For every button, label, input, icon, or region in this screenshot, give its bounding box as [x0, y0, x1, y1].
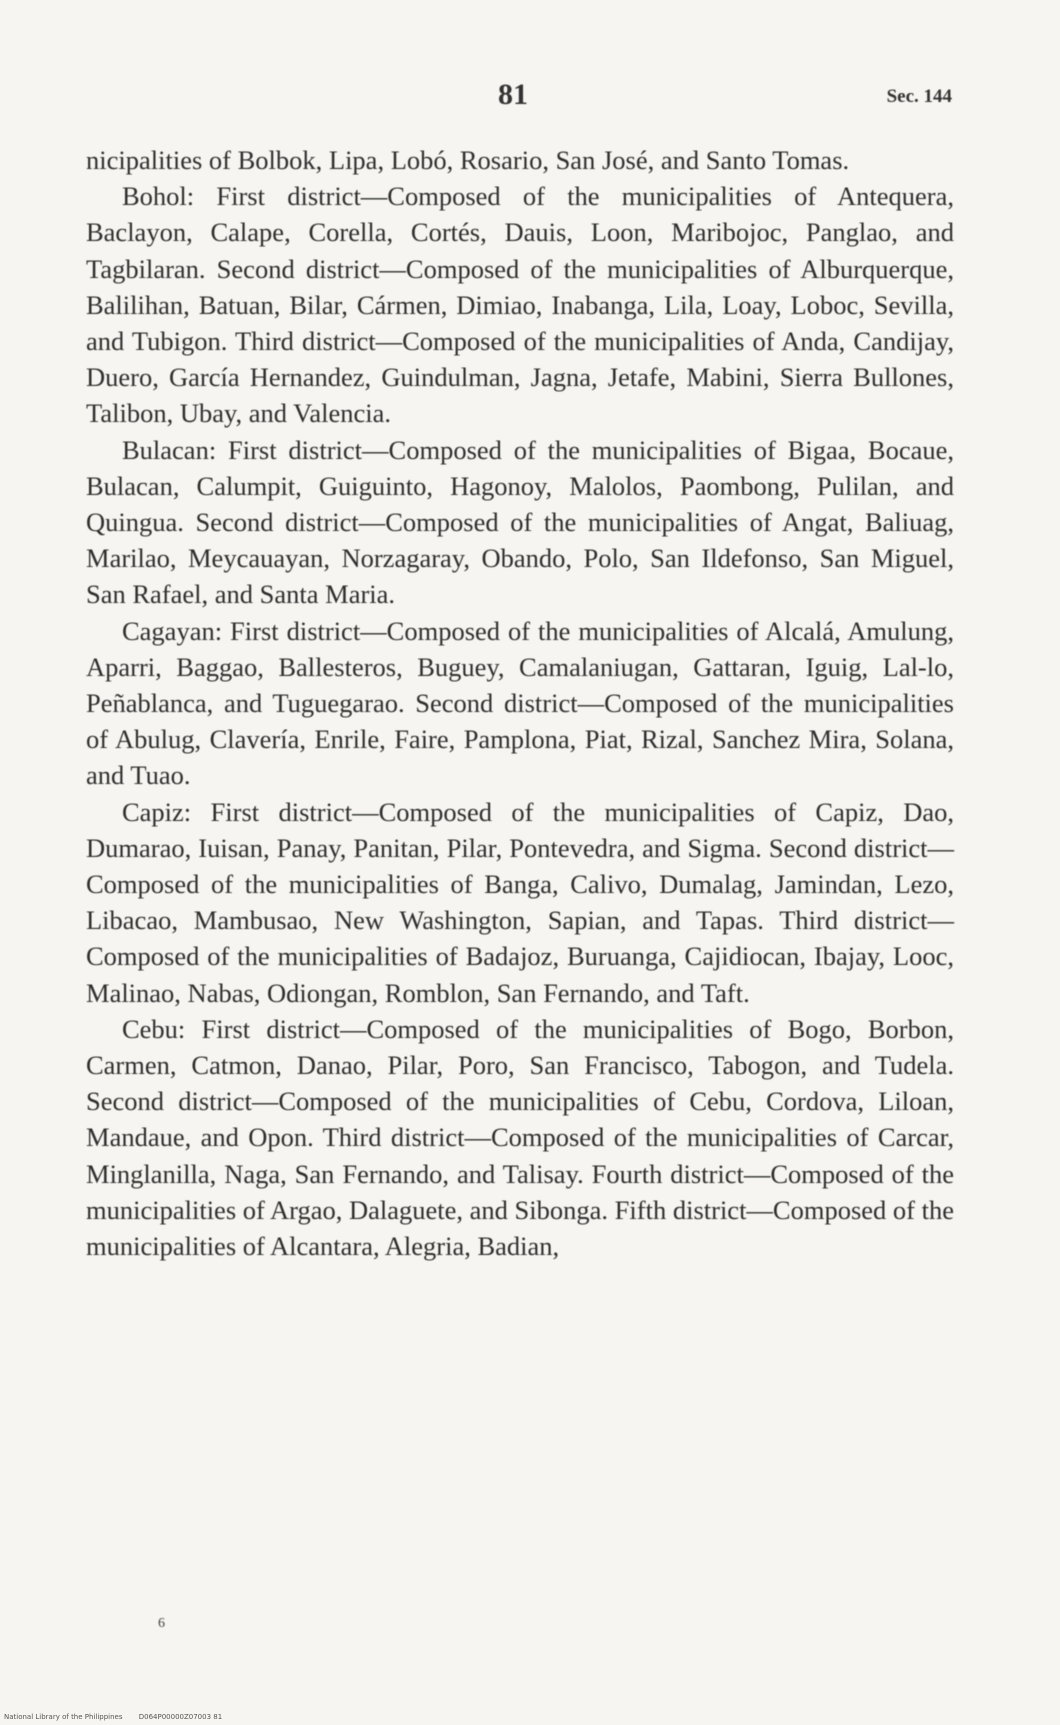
body-text — [86, 142, 954, 1264]
section-reference: Sec. 144 — [886, 86, 952, 107]
paragraph-bulacan: Bulacan: First district—Composed of the municipalities of Bigaa, Bocaue, Bulacan, Calumpit, Guiguinto, Hagonoy, Malolos, Paombong, Pulilan, and Quingua. Second district—Composed of the municipalities of Angat, Baliuag, Marilao, Meycauayan, Norzagaray, Obando, Polo, San Ildefonso, San Miguel, San Rafael, and Santa Maria. — [86, 434, 954, 610]
scan-footer — [4, 1713, 236, 1721]
paragraph-cagayan: Cagayan: First district—Composed of the municipalities of Alcalá, Amulung, Aparri, Baggao, Ballesteros, Buguey, Camalaniugan, Gattaran, Iguig, Lal-lo, Peñablanca, and Tuguegarao. Second district—Composed of the municipalities of Abulug, Clavería, Enrile, Faire, Pamplona, Piat, Rizal, Sanchez Mira, Solana, and Tuao. — [86, 615, 954, 791]
paragraph-capiz: Capiz: First district—Composed of the municipalities of Capiz, Dao, Dumarao, Iuisan, Panay, Panitan, Pilar, Pontevedra, and Sigma. Second district—Composed of the municipalities of Banga, Calivo, Dumalag, Jamindan, Lezo, Libacao, Mambusao, New Washington, Sapian, and Tapas. Third district—Composed of the municipalities of Badajoz, Buruanga, Cajidiocan, Ibajay, Looc, Malinao, Nabas, Odiongan, Romblon, San Fernando, and Taft. — [86, 796, 954, 1008]
signature-mark: 6 — [158, 1616, 165, 1631]
paragraph-bohol: Bohol: First district—Composed of the municipalities of Antequera, Baclayon, Calape, Corella, Cortés, Dauis, Loon, Maribojoc, Panglao, and Tagbilaran. Second district—Composed of the municipalities of Alburquerque, Balilihan, Batuan, Bilar, Cármen, Dimiao, Inabanga, Lila, Loay, Loboc, Sevilla, and Tubigon. Third district—Composed of the municipalities of Anda, Candijay, Duero, García Hernandez, Guindulman, Jagna, Jetafe, Mabini, Sierra Bullones, Talibon, Ubay, and Valencia. — [86, 181, 954, 429]
page-header — [0, 78, 1060, 118]
page-number: 81 — [498, 78, 528, 111]
scan-code: D064P00000Z07003 81 — [138, 1713, 223, 1721]
paragraph-continuation: nicipalities of Bolbok, Lipa, Lobó, Rosario, San José, and Santo Tomas. — [86, 145, 850, 175]
paragraph-cebu: Cebu: First district—Composed of the municipalities of Bogo, Borbon, Carmen, Catmon, Danao, Pilar, Poro, San Francisco, Tabogon, and Tudela. Second district—Composed of the municipalities of Cebu, Cordova, Liloan, Mandaue, and Opon. Third district—Composed of the municipalities of Carcar, Minglanilla, Naga, San Fernando, and Talisay. Fourth district—Composed of the municipalities of Argao, Dalaguete, and Sibonga. Fifth district—Composed of the municipalities of Alcantara, Alegria, Badian, — [86, 1013, 954, 1262]
library-name: National Library of the Philippines — [4, 1713, 123, 1721]
